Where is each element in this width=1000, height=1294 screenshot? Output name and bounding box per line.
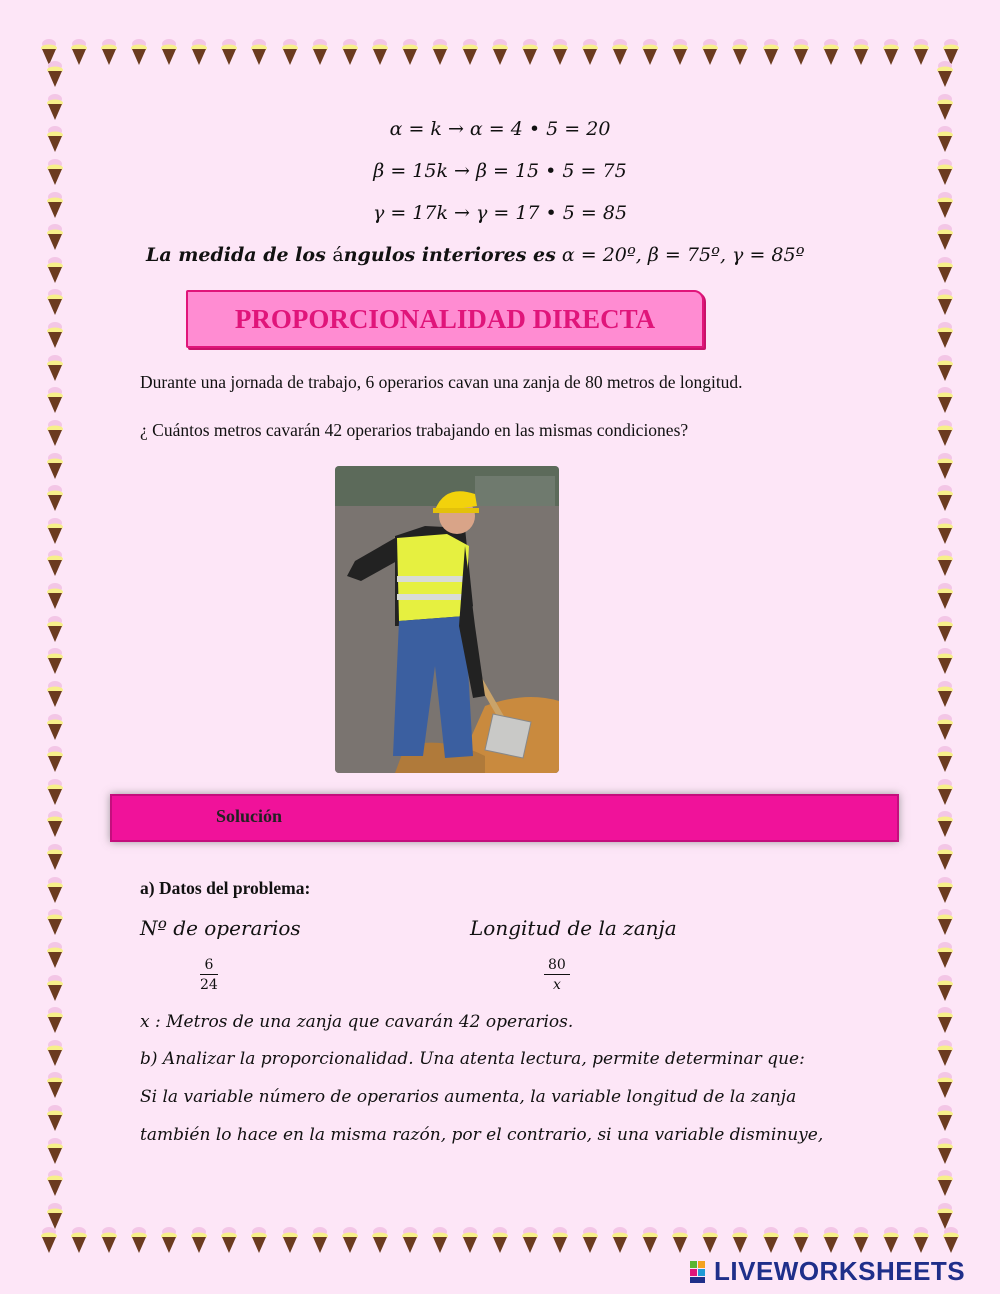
ice-cream-cone-icon — [942, 1226, 960, 1254]
ice-cream-cone-icon — [521, 1226, 539, 1254]
ice-cream-cone-icon — [46, 615, 64, 643]
ice-cream-cone-icon — [611, 1226, 629, 1254]
ice-cream-cone-icon — [46, 288, 64, 316]
ice-cream-cone-icon — [46, 745, 64, 773]
ice-cream-cone-icon — [100, 1226, 118, 1254]
ice-cream-cone-icon — [341, 38, 359, 66]
ice-cream-cone-icon — [46, 843, 64, 871]
conclusion-accent-a: á — [332, 244, 344, 266]
ice-cream-cone-icon — [46, 647, 64, 675]
ice-cream-cone-icon — [46, 1071, 64, 1099]
conclusion-text-2: ngulos interiores es — [343, 244, 556, 266]
ice-cream-cone-icon — [762, 38, 780, 66]
solution-header — [110, 794, 899, 842]
data-heading: a) Datos del problema: — [140, 878, 311, 898]
ice-cream-cone-icon — [701, 38, 719, 66]
fraction-operarios-numerator: 6 — [200, 956, 218, 975]
ice-cream-cone-icon — [936, 452, 954, 480]
ice-cream-cone-icon — [46, 680, 64, 708]
ice-cream-cone-icon — [160, 1226, 178, 1254]
ice-cream-cone-icon — [46, 778, 64, 806]
ice-cream-cone-icon — [912, 1226, 930, 1254]
ice-cream-cone-icon — [46, 386, 64, 414]
ice-cream-cone-icon — [936, 1137, 954, 1165]
ice-cream-cone-icon — [936, 1039, 954, 1067]
ice-cream-cone-icon — [936, 484, 954, 512]
ice-cream-cone-icon — [431, 1226, 449, 1254]
ice-cream-cone-icon — [822, 38, 840, 66]
liveworksheets-logo-text: LIVEWORKSHEETS — [714, 1256, 966, 1286]
ice-cream-cone-icon — [936, 680, 954, 708]
ice-cream-cone-icon — [46, 484, 64, 512]
reasoning-line-1: Si la variable número de operarios aumenta, la variable longitud de la zanja — [140, 1087, 797, 1107]
ice-cream-cone-icon — [371, 38, 389, 66]
ice-cream-cone-icon — [936, 1202, 954, 1230]
ice-cream-cone-icon — [936, 908, 954, 936]
ice-cream-cone-icon — [551, 1226, 569, 1254]
ice-cream-cone-icon — [936, 1071, 954, 1099]
ice-cream-cone-icon — [250, 38, 268, 66]
ice-cream-cone-icon — [641, 1226, 659, 1254]
ice-cream-cone-icon — [461, 1226, 479, 1254]
ice-cream-cone-icon — [46, 810, 64, 838]
ice-cream-cone-icon — [936, 582, 954, 610]
border-top — [40, 38, 960, 68]
ice-cream-cone-icon — [792, 38, 810, 66]
ice-cream-cone-icon — [220, 1226, 238, 1254]
ice-cream-cone-icon — [250, 1226, 268, 1254]
ice-cream-cone-icon — [130, 1226, 148, 1254]
ice-cream-cone-icon — [671, 1226, 689, 1254]
equation-gamma: γ = 17k → γ = 17 • 5 = 85 — [372, 202, 628, 224]
ice-cream-cone-icon — [220, 38, 238, 66]
border-left — [44, 60, 66, 1230]
ice-cream-cone-icon — [70, 1226, 88, 1254]
ice-cream-cone-icon — [46, 941, 64, 969]
x-definition: x : Metros de una zanja que cavarán 42 operarios. — [140, 1012, 574, 1032]
ice-cream-cone-icon — [46, 713, 64, 741]
border-bottom — [40, 1226, 960, 1256]
ice-cream-cone-icon — [936, 93, 954, 121]
ice-cream-cone-icon — [731, 1226, 749, 1254]
ice-cream-cone-icon — [762, 1226, 780, 1254]
analysis-line: b) Analizar la proporcionalidad. Una atenta lectura, permite determinar que: — [140, 1049, 805, 1069]
section-title-box — [186, 290, 704, 348]
ice-cream-cone-icon — [401, 38, 419, 66]
ice-cream-cone-icon — [46, 1039, 64, 1067]
ice-cream-cone-icon — [190, 38, 208, 66]
ice-cream-cone-icon — [912, 38, 930, 66]
ice-cream-cone-icon — [46, 93, 64, 121]
ice-cream-cone-icon — [341, 1226, 359, 1254]
ice-cream-cone-icon — [40, 1226, 58, 1254]
ice-cream-cone-icon — [936, 321, 954, 349]
solution-label: Solución — [216, 806, 283, 826]
ice-cream-cone-icon — [401, 1226, 419, 1254]
fraction-longitud — [544, 956, 570, 995]
ice-cream-cone-icon — [852, 1226, 870, 1254]
ice-cream-cone-icon — [46, 256, 64, 284]
fraction-longitud-numerator: 80 — [544, 956, 570, 975]
ice-cream-cone-icon — [100, 38, 118, 66]
ice-cream-cone-icon — [936, 647, 954, 675]
ice-cream-cone-icon — [852, 38, 870, 66]
ice-cream-cone-icon — [46, 354, 64, 382]
ice-cream-cone-icon — [581, 1226, 599, 1254]
ice-cream-cone-icon — [936, 354, 954, 382]
ice-cream-cone-icon — [936, 615, 954, 643]
worker-digging-illustration — [335, 466, 559, 773]
ice-cream-cone-icon — [160, 38, 178, 66]
ice-cream-cone-icon — [936, 1104, 954, 1132]
fraction-operarios-denominator: 24 — [200, 977, 218, 993]
conclusion-line — [146, 244, 805, 266]
ice-cream-cone-icon — [581, 38, 599, 66]
ice-cream-cone-icon — [190, 1226, 208, 1254]
ice-cream-cone-icon — [46, 549, 64, 577]
problem-statement: Durante una jornada de trabajo, 6 operarios cavan una zanja de 80 metros de longitud. — [140, 372, 743, 392]
problem-question: ¿ Cuántos metros cavarán 42 operarios trabajando en las mismas condiciones? — [140, 420, 689, 440]
ice-cream-cone-icon — [46, 1169, 64, 1197]
ice-cream-cone-icon — [641, 38, 659, 66]
ice-cream-cone-icon — [46, 1006, 64, 1034]
section-title: PROPORCIONALIDAD DIRECTA — [234, 303, 656, 334]
column-label-operarios: Nº de operarios — [140, 916, 301, 940]
ice-cream-cone-icon — [936, 288, 954, 316]
border-right — [934, 60, 956, 1230]
ice-cream-cone-icon — [311, 1226, 329, 1254]
column-label-longitud: Longitud de la zanja — [470, 916, 677, 940]
ice-cream-cone-icon — [46, 60, 64, 88]
liveworksheets-logo[interactable] — [690, 1256, 965, 1287]
ice-cream-cone-icon — [521, 38, 539, 66]
ice-cream-cone-icon — [936, 745, 954, 773]
worker-photo — [335, 466, 559, 773]
ice-cream-cone-icon — [46, 582, 64, 610]
ice-cream-cone-icon — [46, 1202, 64, 1230]
ice-cream-cone-icon — [936, 386, 954, 414]
ice-cream-cone-icon — [882, 38, 900, 66]
ice-cream-cone-icon — [70, 38, 88, 66]
ice-cream-cone-icon — [46, 517, 64, 545]
ice-cream-cone-icon — [46, 1104, 64, 1132]
ice-cream-cone-icon — [936, 60, 954, 88]
ice-cream-cone-icon — [936, 974, 954, 1002]
ice-cream-cone-icon — [491, 38, 509, 66]
ice-cream-cone-icon — [936, 1006, 954, 1034]
equation-alpha: α = k → α = 4 • 5 = 20 — [389, 118, 611, 140]
ice-cream-cone-icon — [46, 974, 64, 1002]
ice-cream-cone-icon — [731, 38, 749, 66]
ice-cream-cone-icon — [611, 38, 629, 66]
fraction-longitud-denominator: x — [552, 977, 561, 993]
ice-cream-cone-icon — [46, 1137, 64, 1165]
equation-beta: β = 15k → β = 15 • 5 = 75 — [373, 160, 627, 182]
ice-cream-cone-icon — [701, 1226, 719, 1254]
ice-cream-cone-icon — [792, 1226, 810, 1254]
reasoning-line-2: también lo hace en la misma razón, por el contrario, si una variable disminuye, — [140, 1125, 824, 1145]
ice-cream-cone-icon — [311, 38, 329, 66]
ice-cream-cone-icon — [936, 713, 954, 741]
ice-cream-cone-icon — [936, 419, 954, 447]
ice-cream-cone-icon — [46, 419, 64, 447]
ice-cream-cone-icon — [936, 843, 954, 871]
ice-cream-cone-icon — [822, 1226, 840, 1254]
ice-cream-cone-icon — [46, 876, 64, 904]
ice-cream-cone-icon — [46, 452, 64, 480]
ice-cream-cone-icon — [882, 1226, 900, 1254]
ice-cream-cone-icon — [936, 941, 954, 969]
fraction-operarios — [200, 956, 218, 995]
ice-cream-cone-icon — [671, 38, 689, 66]
ice-cream-cone-icon — [281, 38, 299, 66]
ice-cream-cone-icon — [936, 876, 954, 904]
conclusion-text-1: La medida de los — [146, 244, 333, 266]
ice-cream-cone-icon — [936, 223, 954, 251]
ice-cream-cone-icon — [936, 256, 954, 284]
ice-cream-cone-icon — [936, 778, 954, 806]
ice-cream-cone-icon — [46, 223, 64, 251]
liveworksheets-logo-icon — [690, 1259, 714, 1285]
ice-cream-cone-icon — [431, 38, 449, 66]
ice-cream-cone-icon — [371, 1226, 389, 1254]
conclusion-values: α = 20º, β = 75º, γ = 85º — [555, 244, 805, 266]
ice-cream-cone-icon — [491, 1226, 509, 1254]
ice-cream-cone-icon — [936, 1169, 954, 1197]
ice-cream-cone-icon — [936, 549, 954, 577]
ice-cream-cone-icon — [936, 517, 954, 545]
ice-cream-cone-icon — [551, 38, 569, 66]
ice-cream-cone-icon — [936, 810, 954, 838]
ice-cream-cone-icon — [130, 38, 148, 66]
ice-cream-cone-icon — [461, 38, 479, 66]
ice-cream-cone-icon — [46, 321, 64, 349]
ice-cream-cone-icon — [281, 1226, 299, 1254]
ice-cream-cone-icon — [46, 908, 64, 936]
